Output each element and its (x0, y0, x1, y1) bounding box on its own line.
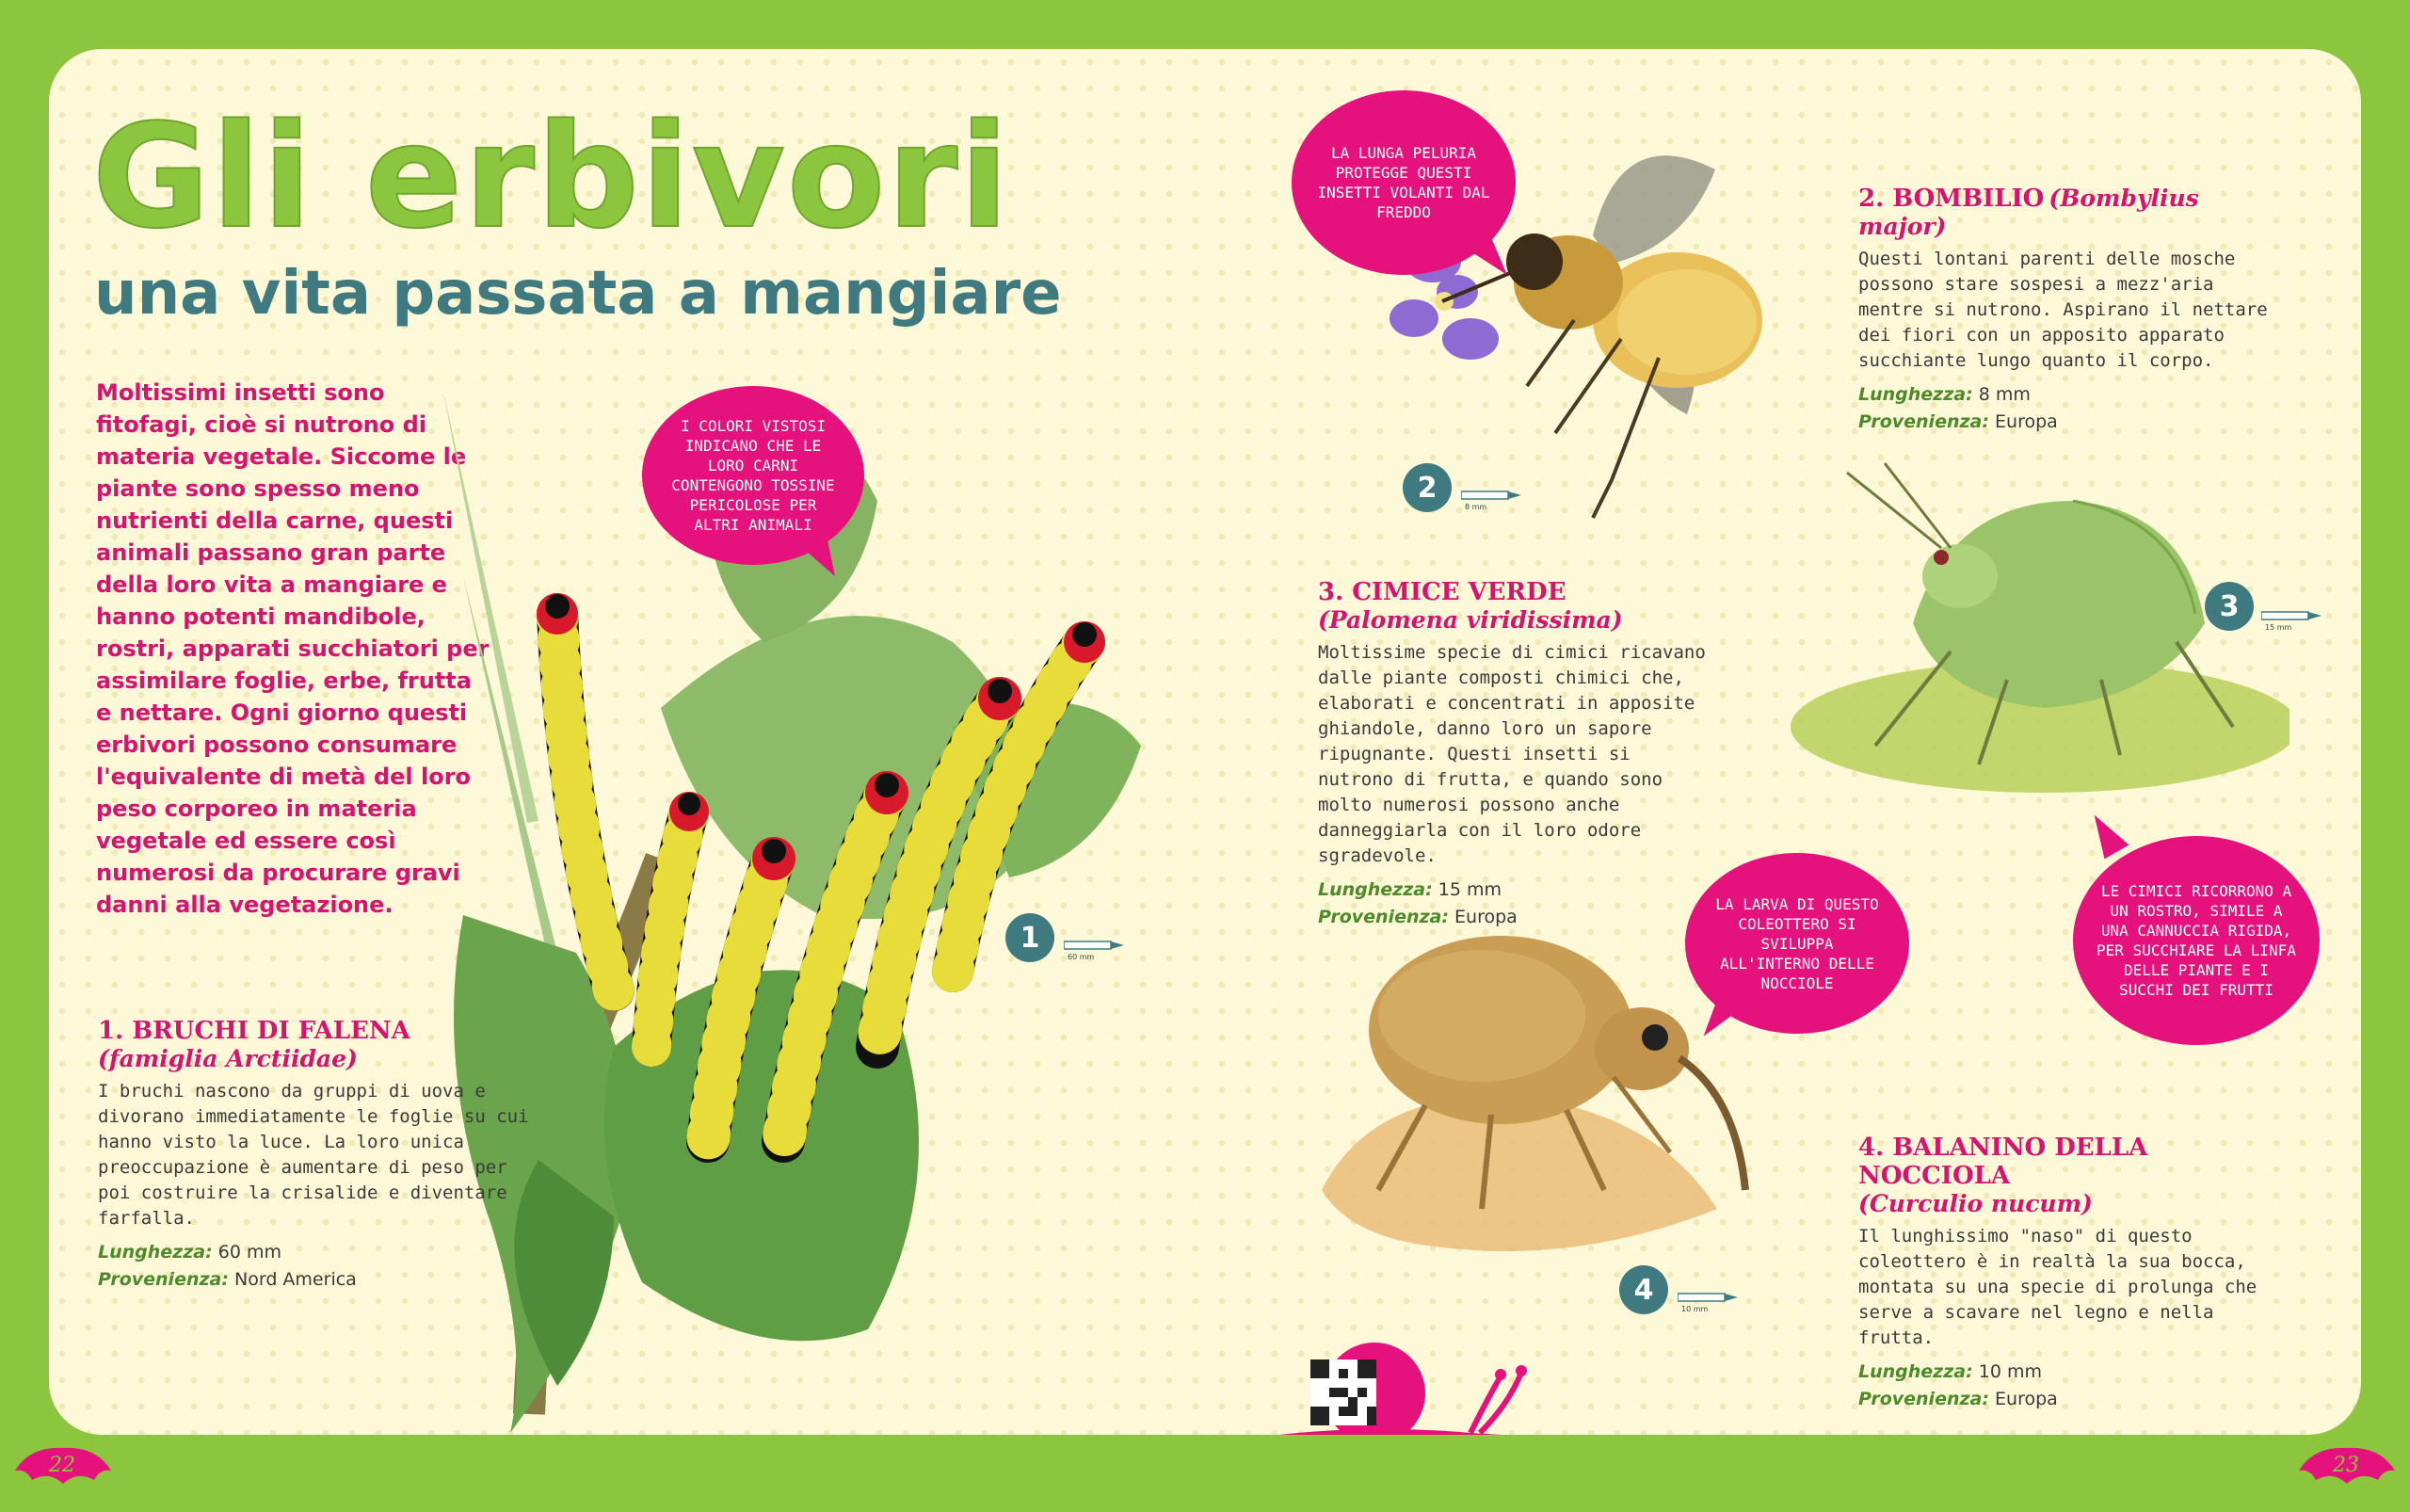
species-2-number-marker: 2 (1403, 463, 1452, 512)
page-subtitle: una vita passata a mangiare (94, 259, 1062, 329)
species-2-scale: 8 mm (1465, 503, 1487, 511)
stink-bug-illustration (1762, 444, 2290, 802)
bee-fly-speech-bubble (1292, 90, 1516, 275)
weevil-illustration (1293, 908, 1783, 1284)
species-3-length: 15 mm (1438, 879, 1502, 900)
species-3-scale: 15 mm (2265, 623, 2292, 632)
origin-label: Provenienza: (1858, 411, 1989, 432)
pencil-icon (1461, 490, 1523, 501)
species-4-scale: 10 mm (1681, 1305, 1709, 1313)
species-1-name: 1. BRUCHI DI FALENA (98, 1017, 410, 1045)
page-title: Gli erbivori (92, 93, 1011, 260)
length-label: Lunghezza: (1318, 879, 1433, 900)
right-page-number: 23 (2333, 1454, 2359, 1477)
length-label: Lunghezza: (1858, 1361, 1973, 1382)
weevil-bubble-text: LA LARVA DI QUESTO COLEOTTERO SI SVILUPPA ALL'INTERNO DELLE NOCCIOLE (1715, 894, 1879, 992)
species-4-name: 4. BALANINO DELLA NOCCIOLA (1858, 1134, 2148, 1190)
species-1-origin: Nord America (234, 1269, 357, 1290)
snail-icon (1254, 1339, 1536, 1435)
species-3-origin: Europa (1454, 907, 1518, 927)
species-3-name: 3. CIMICE VERDE (1318, 578, 1566, 606)
species-1-number-marker: 1 (1005, 913, 1054, 962)
stink-bug-speech-bubble (2073, 836, 2320, 1045)
species-3-block (1318, 578, 1713, 931)
origin-label: Provenienza: (1318, 907, 1449, 927)
species-1-scale: 60 mm (1068, 953, 1095, 961)
caterpillars-bubble-text: I COLORI VISTOSI INDICANO CHE LE LORO CARNI CONTENGONO TOSSINE PERICOLOSE PER ALTRI ANIMALI (671, 417, 835, 534)
pencil-icon (1678, 1292, 1740, 1303)
page-spread (49, 49, 2361, 1435)
species-1-block (98, 1017, 531, 1294)
species-4-meta (1858, 1359, 2273, 1413)
species-3-description: Moltissime specie di cimici ricavano dalle piante composti chimici che, elaborati e concentrati in apposite ghiandole, danno loro un sapore ripugnante. Questi insetti si nutrono di frutta, e quando sono molto numerosi possono anche danneggiarla con il loro odore sgradevole. (1318, 642, 1706, 866)
species-2-origin: Europa (1995, 411, 2058, 432)
qr-code[interactable] (1310, 1359, 1376, 1425)
species-4-description: Il lunghissimo "naso" di questo coleottero è in realtà la sua bocca, montata su una specie di prolunga che serve a scavare nel legno e nella frutta. (1858, 1226, 2257, 1348)
species-4-block (1858, 1134, 2273, 1413)
species-4-scientific-name: (Curculio nucum) (1858, 1190, 2093, 1217)
species-1-meta (98, 1239, 531, 1294)
caterpillars-speech-bubble (642, 386, 864, 565)
species-2-description: Questi lontani parenti delle mosche possono stare sospesi a mezz'aria mentre si nutrono. Aspirano il nettare dei fiori con un apposito apparato succhiante lungo quanto il corpo. (1858, 249, 2268, 371)
origin-label: Provenienza: (98, 1269, 229, 1290)
stink-bug-bubble-text: LE CIMICI RICORRONO A UN ROSTRO, SIMILE A UNA CANNUCCIA RIGIDA, PER SUCCHIARE LA LINFA DELLE PIANTE E I SUCCHI DEI FRUTTI (2097, 882, 2296, 999)
pencil-icon (2261, 610, 2323, 621)
species-1-length: 60 mm (217, 1242, 281, 1263)
species-2-block (1858, 185, 2273, 436)
origin-label: Provenienza: (1858, 1389, 1989, 1409)
species-1-scientific-name: (famiglia Arctiidae) (98, 1045, 358, 1072)
species-3-number-marker: 3 (2205, 582, 2254, 631)
species-2-length: 8 mm (1978, 384, 2031, 405)
intro-paragraph: Moltissimi insetti sono fitofagi, cioè si nutrono di materia vegetale. Siccome le piante sono spesso meno nutrienti della carne, questi animali passano gran parte della loro vita a mangiare e hanno potenti mandibole, rostri, apparati succhiatori per assimilare foglie, erbe, frutta e nettare. Ogni giorno questi erbivori possono consumare l'equivalente di metà del loro peso corporeo in materia vegetale ed essere così numerosi da procurare gravi danni alla vegetazione. (96, 379, 490, 918)
species-4-length: 10 mm (1978, 1361, 2042, 1382)
species-2-meta (1858, 381, 2273, 436)
species-4-number-marker: 4 (1619, 1265, 1668, 1314)
species-2-scientific-name: (Bombylius major) (1858, 185, 2199, 240)
bee-fly-bubble-text: LA LUNGA PELURIA PROTEGGE QUESTI INSETTI VOLANTI DAL FREDDO (1317, 144, 1490, 221)
species-4-origin: Europa (1995, 1389, 2058, 1409)
bubble-tail (2083, 808, 2129, 860)
length-label: Lunghezza: (98, 1242, 213, 1263)
length-label: Lunghezza: (1858, 384, 1973, 405)
species-2-name: 2. BOMBILIO (1858, 185, 2045, 213)
left-page-number: 22 (49, 1454, 75, 1477)
species-1-description: I bruchi nascono da gruppi di uova e divorano immediatamente le foglie su cui hanno visto la luce. La loro unica preoccupazione è aumentare di peso per poi costruire la crisalide e diventare farfalla. (98, 1081, 529, 1229)
species-3-scientific-name: (Palomena viridissima) (1318, 606, 1623, 634)
pencil-icon (1064, 940, 1126, 951)
